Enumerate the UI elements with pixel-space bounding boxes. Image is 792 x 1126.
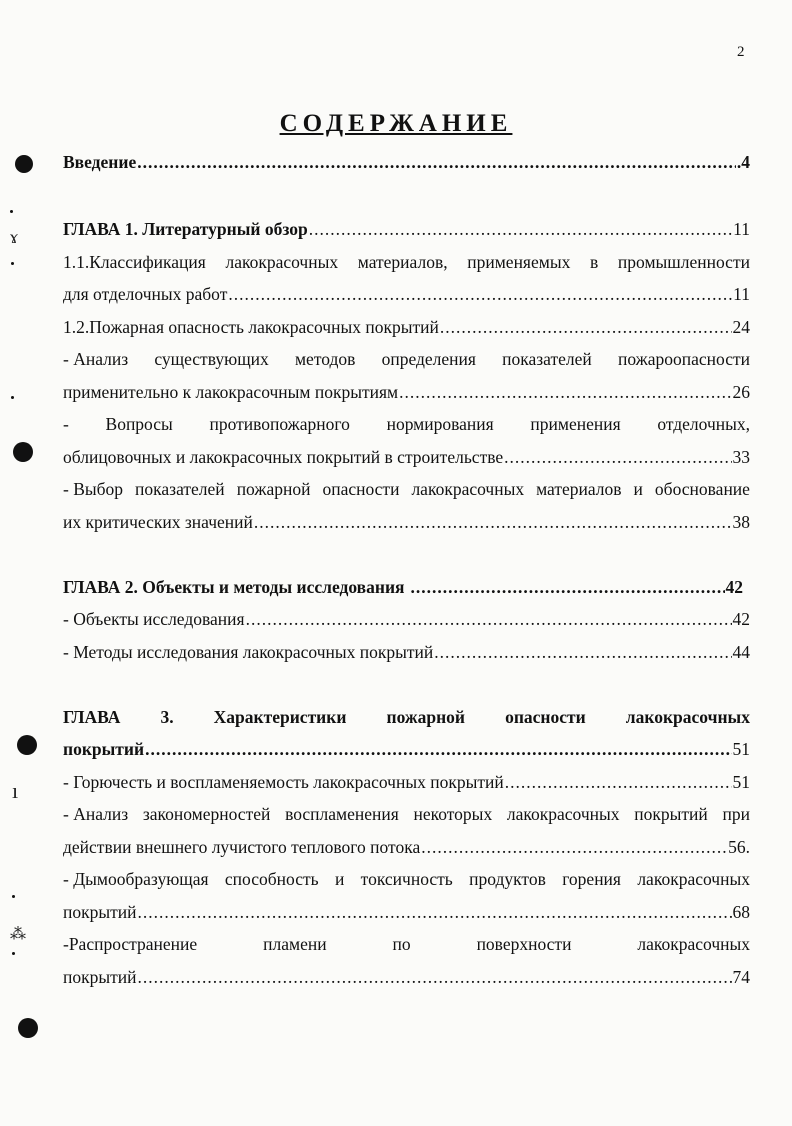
punch-hole-mark: [15, 155, 33, 173]
speck-mark: [10, 210, 13, 213]
toc-entry-chapter-3-line2: покрытий ..... 51: [63, 736, 750, 762]
punch-hole-mark: [17, 735, 37, 755]
toc-entry-objects: - Объекты исследования ..... 42: [63, 606, 750, 632]
toc-entry-chapter-3-line1: ГЛАВА 3. Характеристики пожарной опасности лакокрасочных: [63, 707, 750, 727]
speck-mark: [12, 895, 15, 898]
speck-mark: [11, 396, 14, 399]
toc-entry-chapter-2: ГЛАВА 2. Объекты и методы исследования ..... 42: [63, 574, 743, 600]
toc-entry-1-1-line2: для отделочных работ ..... 11: [63, 281, 750, 307]
scribble-mark: ı: [12, 778, 19, 803]
toc-entry-smoke-line1: - Дымообразующая способность и токсичность продуктов горения лакокрасочных: [63, 869, 750, 889]
toc-entry-1-1-line1: 1.1.Классификация лакокрасочных материалов, применяемых в промышленности: [63, 252, 750, 272]
toc-entry-norm-line2: облицовочных и лакокрасочных покрытий в строительстве ..... 33: [63, 444, 750, 470]
toc-entry-methods: - Методы исследования лакокрасочных покрытий ..... 44: [63, 639, 750, 665]
punch-hole-mark: [13, 442, 33, 462]
toc-entry-chapter-1: ГЛАВА 1. Литературный обзор ..... 11: [63, 216, 750, 242]
scribble-mark: ɤ: [10, 227, 18, 247]
page-title: СОДЕРЖАНИЕ: [279, 110, 513, 137]
toc-entry-1-2: 1.2.Пожарная опасность лакокрасочных покрытий ..... 24: [63, 314, 750, 340]
toc-entry-ignition-line2: действии внешнего лучистого теплового потока ..... 56.: [63, 834, 750, 860]
punch-hole-mark: [18, 1018, 38, 1038]
page-number: 2: [737, 44, 745, 60]
toc-entry-intro: Введение ..... .4: [63, 149, 750, 175]
speck-mark: [12, 952, 15, 955]
toc-entry-smoke-line2: покрытий ..... 68: [63, 899, 750, 925]
toc-entry-flammability: - Горючесть и воспламеняемость лакокрасочных покрытий ..... 51: [63, 769, 750, 795]
toc-entry-analysis-line2: применительно к лакокрасочным покрытиям ..... 26: [63, 379, 750, 405]
toc-entry-choice-line1: - Выбор показателей пожарной опасности лакокрасочных материалов и обоснование: [63, 479, 750, 499]
toc-entry-choice-line2: их критических значений ..... 38: [63, 509, 750, 535]
toc-entry-analysis-line1: - Анализ существующих методов определения показателей пожароопасности: [63, 349, 750, 369]
toc-entry-spread-line1: -Распространение пламени по поверхности лакокрасочных: [63, 934, 750, 954]
toc-entry-norm-line1: - Вопросы противопожарного нормирования применения отделочных,: [63, 414, 750, 434]
scribble-mark: ⁂: [10, 926, 26, 943]
toc-entry-spread-line2: покрытий ..... 74: [63, 964, 750, 990]
speck-mark: [11, 262, 14, 265]
toc-entry-ignition-line1: - Анализ закономерностей воспламенения некоторых лакокрасочных покрытий при: [63, 804, 750, 824]
